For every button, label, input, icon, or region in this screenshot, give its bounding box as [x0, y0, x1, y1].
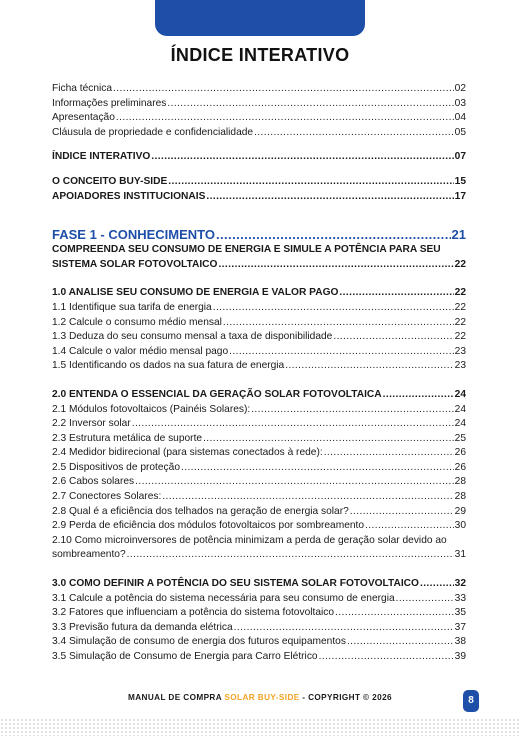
- top-tab-decoration: [155, 0, 365, 36]
- toc-label: 2.4 Medidor bidirecional (para sistemas conectados à rede):: [52, 447, 323, 459]
- toc-page: 15: [454, 175, 466, 187]
- toc-entry[interactable]: [52, 592, 466, 607]
- toc-page: 07: [454, 151, 466, 163]
- toc-page: 03: [454, 97, 466, 109]
- leader-dots: [203, 432, 454, 447]
- leader-dots: [254, 126, 454, 141]
- leader-dots: [285, 359, 453, 374]
- toc-entry[interactable]: [52, 111, 466, 126]
- leader-dots: [420, 577, 454, 592]
- toc-label: 1.5 Identificando os dados na sua fatura de energia: [52, 360, 285, 372]
- footer-brand: SOLAR BUY-SIDE: [224, 693, 300, 702]
- toc-page: 24: [454, 418, 466, 430]
- toc-label: Ficha técnica: [52, 83, 113, 94]
- toc-label: 2.8 Qual é a eficiência dos telhados na geração de energia solar?: [52, 505, 349, 517]
- leader-dots: [347, 635, 454, 650]
- toc-entry[interactable]: [52, 519, 466, 534]
- toc-entry-fase-sub[interactable]: [52, 258, 466, 273]
- leader-dots: [116, 111, 454, 126]
- toc-entry[interactable]: [52, 126, 466, 141]
- toc-label: 3.1 Calcule a potência do sistema necessária para seu consumo de energia: [52, 592, 395, 604]
- leader-dots: [218, 258, 453, 273]
- leader-dots: [113, 82, 454, 97]
- toc-entry[interactable]: [52, 330, 466, 345]
- toc-label: 3.3 Previsão futura da demanda elétrica: [52, 621, 233, 633]
- toc-entry-indice[interactable]: [52, 150, 466, 165]
- toc-fase-subtitle: COMPREENDA SEU CONSUMO DE ENERGIA E SIMULE A POTÊNCIA PARA SEU: [52, 244, 441, 256]
- toc-label: 3.0 COMO DEFINIR A POTÊNCIA DO SEU SISTEMA SOLAR FOTOVOLTAICO: [52, 578, 419, 590]
- toc-label: 1.2 Calcule o consumo médio mensal: [52, 316, 222, 328]
- toc-label: Cláusula de propriedade e confidencialidade: [52, 126, 254, 138]
- toc-entry[interactable]: [52, 301, 466, 316]
- toc-page: 22: [454, 258, 466, 270]
- toc-entry-apoiadores[interactable]: [52, 190, 466, 205]
- toc-page: 24: [454, 388, 466, 400]
- leader-dots: [365, 519, 454, 534]
- toc-page: 31: [454, 549, 466, 561]
- leader-dots: [319, 650, 454, 665]
- leader-dots: [324, 446, 454, 461]
- toc-page: 23: [454, 360, 466, 372]
- toc-page: 22: [454, 301, 466, 313]
- toc-label: 2.6 Cabos solares: [52, 476, 135, 488]
- toc-entry[interactable]: [52, 403, 466, 418]
- toc-page: 26: [454, 447, 466, 459]
- toc-page: 23: [454, 345, 466, 357]
- toc-page: 35: [454, 607, 466, 619]
- toc-entry[interactable]: [52, 82, 466, 97]
- table-of-contents: [52, 82, 466, 665]
- toc-page: 32: [454, 578, 466, 590]
- leader-dots: [135, 475, 454, 490]
- toc-entry[interactable]: [52, 505, 466, 520]
- leader-dots: [350, 505, 454, 520]
- toc-label: 3.2 Fatores que influenciam a potência do sistema fotovoltaico: [52, 607, 335, 619]
- toc-label: 2.5 Dispositivos de proteção: [52, 461, 180, 473]
- toc-label: SISTEMA SOLAR FOTOVOLTAICO: [52, 258, 218, 270]
- leader-dots: [251, 403, 453, 418]
- leader-dots: [168, 175, 453, 190]
- toc-page: 22: [454, 331, 466, 343]
- toc-label: 1.3 Deduza do seu consumo mensal a taxa de disponibilidade: [52, 331, 333, 343]
- toc-page: 21: [451, 227, 466, 243]
- toc-entry[interactable]: [52, 461, 466, 476]
- toc-label: Informações preliminares: [52, 97, 167, 109]
- leader-dots: [383, 388, 454, 403]
- toc-page: 25: [454, 432, 466, 444]
- toc-page: 37: [454, 621, 466, 633]
- toc-entry[interactable]: [52, 621, 466, 636]
- toc-label: APOIADORES INSTITUCIONAIS: [52, 190, 206, 202]
- toc-label: 2.3 Estrutura metálica de suporte: [52, 432, 203, 444]
- toc-entry[interactable]: [52, 359, 466, 374]
- toc-page: 33: [454, 592, 466, 604]
- toc-label: 1.0 ANALISE SEU CONSUMO DE ENERGIA E VALOR PAGO: [52, 287, 339, 299]
- toc-page: 22: [454, 287, 466, 299]
- toc-label: 3.4 Simulação de consumo de energia dos futuros equipamentos: [52, 636, 346, 648]
- toc-label: 2.0 ENTENDA O ESSENCIAL DA GERAÇÃO SOLAR FOTOVOLTAICA: [52, 388, 382, 400]
- toc-page: 30: [454, 520, 466, 532]
- page-title: ÍNDICE INTERATIVO: [170, 45, 350, 65]
- toc-section-heading[interactable]: [52, 286, 466, 301]
- toc-page: 04: [454, 112, 466, 124]
- toc-entry[interactable]: [52, 97, 466, 112]
- footer-manual: MANUAL DE COMPRA: [128, 693, 225, 702]
- toc-label: ÍNDICE INTERATIVO: [52, 151, 151, 163]
- leader-dots: [213, 301, 454, 316]
- toc-entry-fase[interactable]: [52, 226, 466, 243]
- toc-entry[interactable]: [52, 606, 466, 621]
- toc-page: 05: [454, 126, 466, 138]
- toc-section-heading[interactable]: [52, 577, 466, 592]
- toc-label: 2.1 Módulos fotovoltaicos (Painéis Solares):: [52, 403, 251, 415]
- toc-page: 28: [454, 476, 466, 488]
- toc-page: 26: [454, 461, 466, 473]
- leader-dots: [333, 330, 453, 345]
- toc-page: 29: [454, 505, 466, 517]
- toc-page: 39: [454, 651, 466, 662]
- toc-entry-line1[interactable]: [52, 534, 466, 549]
- toc-page: 02: [454, 83, 466, 94]
- toc-page: 17: [454, 190, 466, 202]
- toc-label: 2.7 Conectores Solares:: [52, 491, 162, 503]
- footer-text: [0, 693, 520, 702]
- leader-dots: [234, 621, 454, 636]
- dotted-footer-pattern: [0, 718, 520, 736]
- toc-entry[interactable]: [52, 490, 466, 505]
- leader-dots: [206, 190, 453, 205]
- toc-entry[interactable]: [52, 475, 466, 490]
- leader-dots: [167, 97, 453, 112]
- toc-label: 2.9 Perda de eficiência dos módulos fotovoltaicos por sombreamento: [52, 520, 365, 532]
- toc-label: 2.2 Inversor solar: [52, 418, 131, 430]
- page-number-badge: 8: [463, 690, 479, 712]
- footer-copyright: - COPYRIGHT © 2026: [299, 693, 392, 702]
- toc-label: Apresentação: [52, 112, 115, 124]
- toc-entry[interactable]: [52, 417, 466, 432]
- toc-label: sombreamento?: [52, 549, 126, 561]
- toc-entry[interactable]: [52, 432, 466, 447]
- toc-label: FASE 1 - CONHECIMENTO: [52, 227, 216, 243]
- toc-label: 1.4 Calcule o valor médio mensal pago: [52, 345, 229, 357]
- leader-dots: [181, 461, 454, 476]
- toc-entry[interactable]: [52, 635, 466, 650]
- leader-dots: [223, 316, 454, 331]
- toc-label: 3.5 Simulação de Consumo de Energia para Carro Elétrico: [52, 651, 318, 662]
- toc-page: 22: [454, 316, 466, 328]
- leader-dots: [335, 606, 454, 621]
- leader-dots: [229, 345, 454, 360]
- toc-entry[interactable]: [52, 316, 466, 331]
- toc-section-heading[interactable]: [52, 388, 466, 403]
- toc-label: 1.1 Identifique sua tarifa de energia: [52, 301, 212, 313]
- leader-dots: [151, 150, 453, 165]
- leader-dots: [339, 286, 453, 301]
- leader-dots: [162, 490, 453, 505]
- leader-dots: [127, 548, 454, 563]
- toc-entry[interactable]: [52, 548, 466, 563]
- toc-entry[interactable]: [52, 446, 466, 461]
- toc-entry[interactable]: [52, 345, 466, 360]
- toc-page: 24: [454, 403, 466, 415]
- toc-entry-concept[interactable]: [52, 175, 466, 190]
- toc-page: 28: [454, 491, 466, 503]
- toc-label: O CONCEITO BUY-SIDE: [52, 175, 168, 187]
- toc-page: 38: [454, 636, 466, 648]
- leader-dots: [216, 226, 451, 243]
- toc-entry[interactable]: [52, 650, 466, 665]
- leader-dots: [396, 592, 454, 607]
- toc-label: 2.10 Como microinversores de potência minimizam a perda de geração solar devido ao: [52, 534, 447, 546]
- leader-dots: [132, 417, 454, 432]
